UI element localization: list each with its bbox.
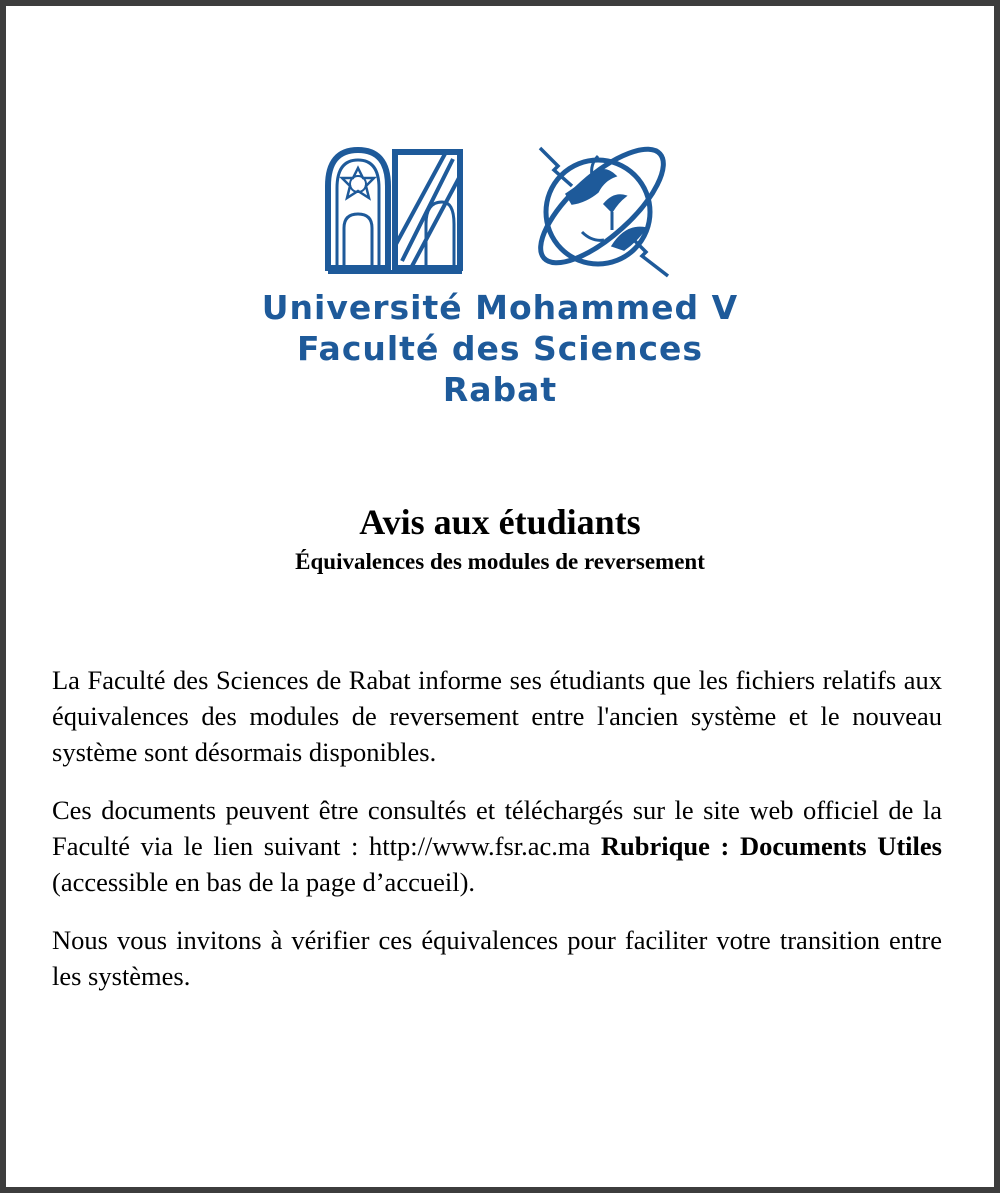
access-location-text: (accessible en bas de la page d’accueil). (52, 867, 476, 897)
globe-bird-fish-icon (524, 132, 680, 281)
logo-emblems (6, 6, 994, 296)
access-intro-text: Ces documents peuvent être consultés et téléchargés sur le site web officiel de la Faculté via le lien suivant : (52, 795, 942, 861)
paragraph-announcement: La Faculté des Sciences de Rabat informe ses étudiants que les fichiers relatifs aux équivalences des modules de reversement entre l'ancien système et le nouveau système sont désormais disponibles. (52, 665, 942, 767)
notice-body (52, 662, 942, 1016)
notice-title: Avis aux étudiants (359, 502, 641, 542)
logo-university-name: Université Mohammed V (261, 288, 739, 327)
notice-subtitle: Équivalences des modules de reversement (295, 549, 705, 574)
arch-building-icon (328, 150, 462, 272)
documents-section-label: Rubrique : Documents Utiles (600, 831, 942, 861)
logo-faculty-name: Faculté des Sciences (296, 329, 704, 368)
faculty-website-link[interactable]: http://www.fsr.ac.ma (368, 831, 591, 861)
faculty-logo (6, 6, 994, 426)
logo-city-name: Rabat (442, 370, 558, 409)
paragraph-invitation: Nous vous invitons à vérifier ces équivalences pour faciliter votre transition entre les systèmes. (52, 925, 942, 991)
paragraph-access-info (52, 792, 942, 900)
